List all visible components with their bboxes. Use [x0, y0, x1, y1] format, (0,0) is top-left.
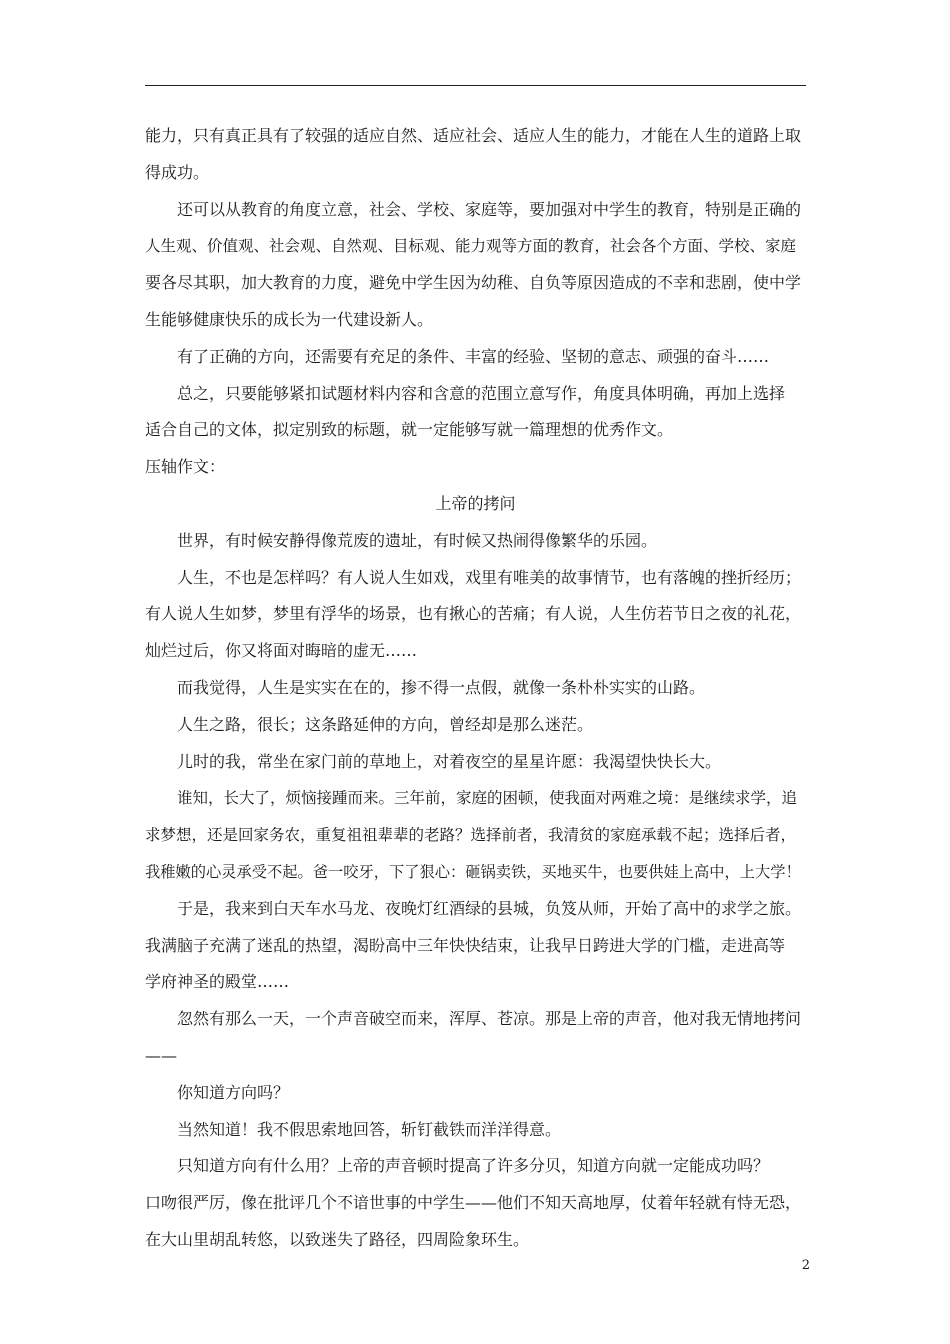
essay-title: 上帝的拷问 [435, 493, 516, 513]
text-line: 求梦想，还是回家务农，重复祖祖辈辈的老路？选择前者，我清贫的家庭承载不起；选择后者， [145, 826, 797, 845]
text-line: —— [145, 1045, 177, 1065]
text-line: 生能够健康快乐的成长为一代建设新人。 [145, 309, 434, 329]
text-line: 忽然有那么一天，一个声音破空而来，浑厚、苍凉。那是上帝的声音，他对我无情地拷问 [177, 1009, 802, 1029]
page-number: 2 [801, 1258, 810, 1273]
text-line: 我稚嫩的心灵承受不起。爸一咬牙，下了狠心：砸锅卖铁，买地买牛，也要供娃上高中，上大学！ [145, 862, 801, 881]
text-line: 人生观、价值观、社会观、自然观、目标观、能力观等方面的教育，社会各个方面、学校、家庭 [145, 237, 797, 256]
text-line: 当然知道！我不假思索地回答，斩钉截铁而洋洋得意。 [177, 1119, 562, 1139]
header-rule [145, 85, 806, 86]
text-line: 能力，只有真正具有了较强的适应自然、适应社会、适应人生的能力，才能在人生的道路上取 [145, 126, 802, 145]
text-line: 有人说人生如梦，梦里有浮华的场景，也有揪心的苦痛；有人说，人生仿若节日之夜的礼花， [145, 604, 802, 624]
text-line: 于是，我来到白天车水马龙、夜晚灯红酒绿的县城，负笈从师，开始了高中的求学之旅。 [177, 898, 802, 918]
text-line: 得成功。 [145, 162, 210, 182]
text-line: 而我觉得，人生是实实在在的，掺不得一点假，就像一条朴朴实实的山路。 [177, 677, 706, 697]
text-line: 学府神圣的殿堂…… [145, 972, 290, 992]
text-line: 要各尽其职，加大教育的力度，避免中学生因为幼稚、自负等原因造成的不幸和悲剧，使中学 [145, 273, 802, 293]
text-line: 口吻很严厉，像在批评几个不谙世事的中学生——他们不知天高地厚，仗着年轻就有恃无恐， [145, 1193, 802, 1213]
text-line: 人生之路，很长；这条路延伸的方向，曾经却是那么迷茫。 [177, 714, 594, 734]
text-line: 还可以从教育的角度立意，社会、学校、家庭等，要加强对中学生的教育，特别是正确的 [177, 199, 802, 219]
text-line: 有了正确的方向，还需要有充足的条件、丰富的经验、坚韧的意志、顽强的奋斗…… [177, 346, 770, 366]
text-line: 在大山里胡乱转悠，以致迷失了路径，四周险象环生。 [145, 1229, 530, 1249]
text-line: 只知道方向有什么用？上帝的声音顿时提高了许多分贝，知道方向就一定能成功吗？ [177, 1156, 770, 1176]
text-line: 人生，不也是怎样吗？有人说人生如戏，戏里有唯美的故事情节，也有落魄的挫折经历； [177, 567, 802, 587]
document-body [145, 118, 806, 1259]
text-line: 世界，有时候安静得像荒废的遗址，有时候又热闹得像繁华的乐园。 [177, 530, 658, 550]
text-line: 我满脑子充满了迷乱的热望，渴盼高中三年快快结束，让我早日跨进大学的门槛，走进高等 [145, 935, 786, 955]
text-line: 灿烂过后，你又将面对晦暗的虚无…… [145, 641, 418, 661]
text-line: 压轴作文： [145, 457, 226, 477]
text-line: 儿时的我，常坐在家门前的草地上，对着夜空的星星许愿：我渴望快快长大。 [177, 751, 722, 771]
text-line: 谁知，长大了，烦恼接踵而来。三年前，家庭的困顿，使我面对两难之境：是继续求学，追 [177, 789, 798, 808]
text-line: 总之，只要能够紧扣试题材料内容和含意的范围立意写作，角度具体明确，再加上选择 [177, 383, 786, 403]
text-line: 你知道方向吗？ [177, 1082, 290, 1102]
text-line: 适合自己的文体，拟定别致的标题，就一定能够写就一篇理想的优秀作文。 [145, 420, 674, 440]
